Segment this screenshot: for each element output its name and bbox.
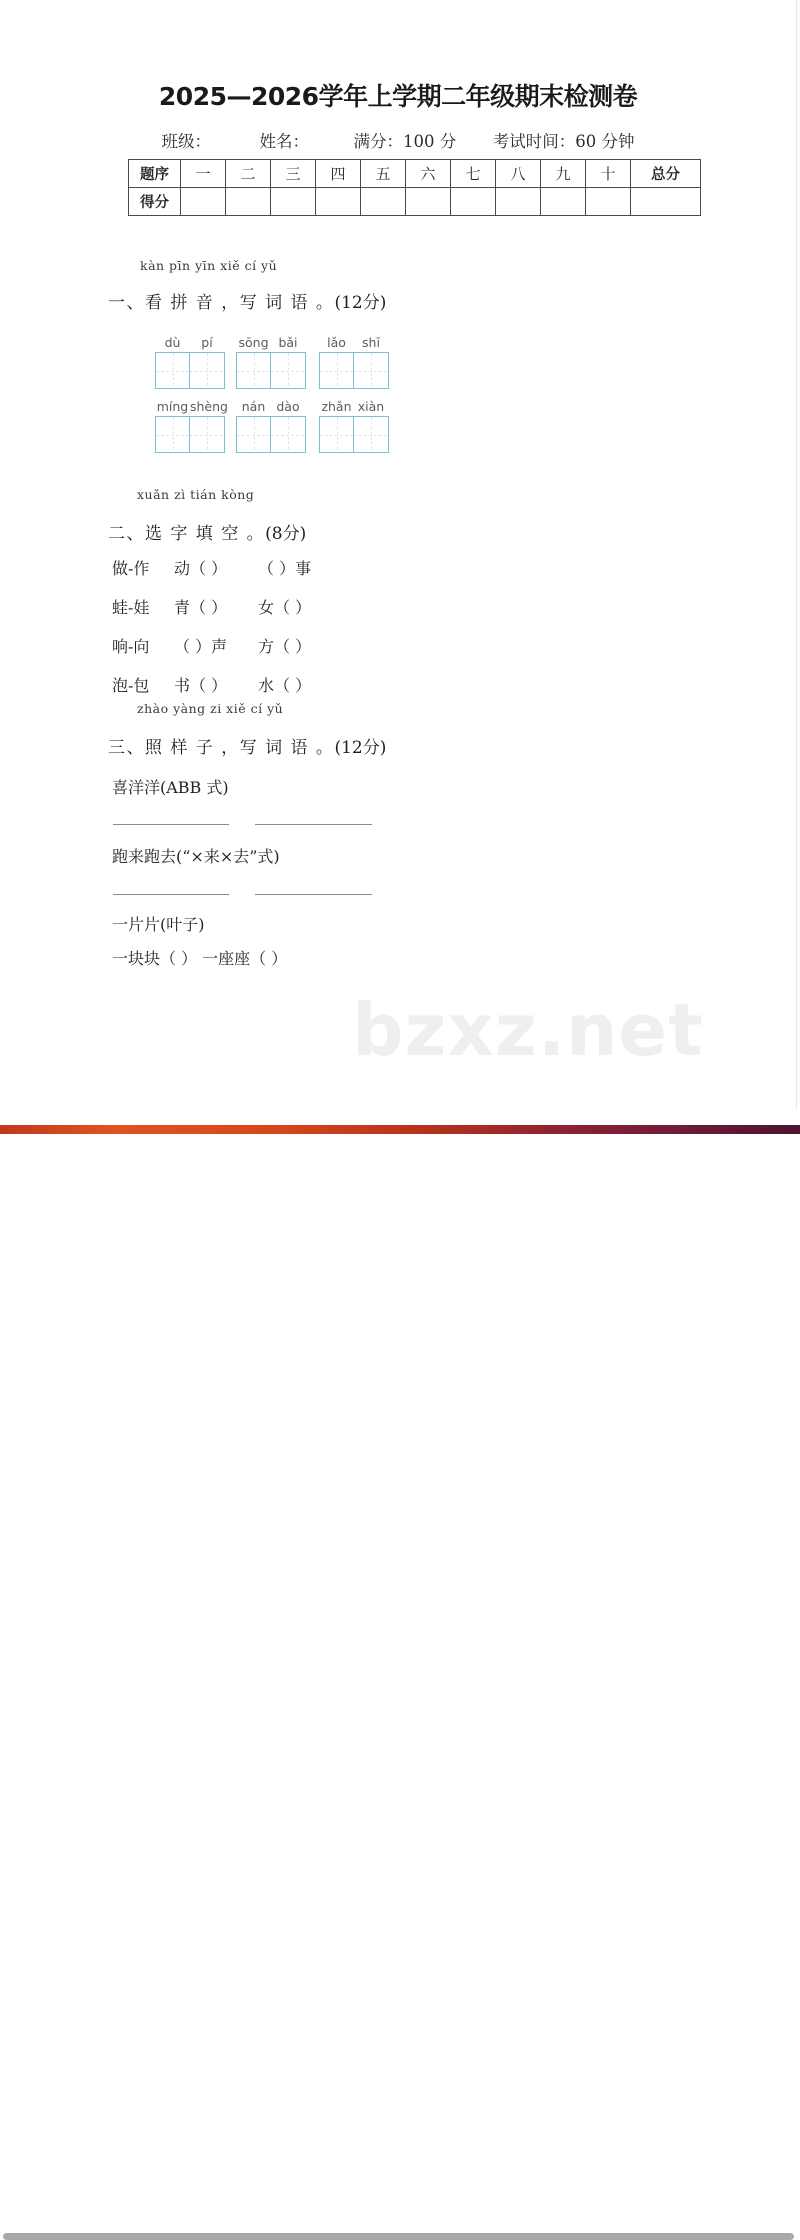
pinyin-label: pí xyxy=(201,335,213,350)
student-name-label: 姓名： xyxy=(259,132,309,151)
blank-slot[interactable]: 青（ ） xyxy=(174,598,228,617)
score-entry-cell[interactable] xyxy=(451,188,496,216)
word-pattern-example: 喜洋洋(ABB 式) xyxy=(112,778,229,797)
bottom-color-strip xyxy=(0,1125,800,1134)
pinyin-label: xiàn xyxy=(357,399,385,414)
pinyin-label: shī xyxy=(362,335,380,350)
tianzige-cell[interactable] xyxy=(271,399,306,453)
score-entry-cell[interactable] xyxy=(541,188,586,216)
full-score-label: 满分：100 分 xyxy=(353,132,457,151)
tianzige-cell[interactable] xyxy=(236,399,271,453)
answer-blank-line[interactable] xyxy=(255,894,372,895)
exam-duration-label: 考试时间：60 分钟 xyxy=(492,132,635,151)
fill-blank-row[interactable] xyxy=(112,634,311,657)
question-number-cell: 七 xyxy=(451,160,496,188)
pinyin-label: bǎi xyxy=(278,335,298,350)
horizontal-scrollbar-thumb[interactable] xyxy=(3,2233,794,2240)
row-header-score: 得分 xyxy=(129,188,181,216)
total-score-header: 总分 xyxy=(631,160,701,188)
section-3-title-text: 三、照 样 子 ，写 词 语 。 xyxy=(108,738,335,758)
section-2-title-text: 二、选 字 填 空 。 xyxy=(108,524,266,544)
tianzige-group[interactable] xyxy=(236,399,306,453)
exam-info-line xyxy=(0,128,796,152)
total-score-entry-cell[interactable] xyxy=(631,188,701,216)
question-number-cell: 五 xyxy=(361,160,406,188)
score-entry-cell[interactable] xyxy=(316,188,361,216)
word-pattern-example: 跑来跑去(“×来×去”式) xyxy=(112,847,280,866)
section-1-title-text: 一、看 拼 音 ，写 词 语 。 xyxy=(108,293,335,313)
section-2-title xyxy=(108,519,306,544)
char-pair: 做-作 xyxy=(112,559,150,578)
tianzige-cell[interactable] xyxy=(319,399,354,453)
exam-paper-page xyxy=(0,0,797,1110)
score-entry-cell[interactable] xyxy=(271,188,316,216)
score-entry-cell[interactable] xyxy=(586,188,631,216)
score-entry-cell[interactable] xyxy=(361,188,406,216)
char-pair: 响-向 xyxy=(112,637,150,656)
tianzige-cell[interactable] xyxy=(354,399,389,453)
char-pair: 泡-包 xyxy=(112,676,150,695)
section-3-points: (12分) xyxy=(334,738,387,758)
score-entry-cell[interactable] xyxy=(496,188,541,216)
blank-slot[interactable]: 女（ ） xyxy=(258,598,312,617)
page-title: 2025—2026学年上学期二年级期末检测卷 xyxy=(158,82,638,111)
pinyin-label: sōng xyxy=(238,335,269,350)
section-2-points: (8分) xyxy=(265,524,307,544)
blank-slot[interactable]: 水（ ） xyxy=(258,676,312,695)
tianzige-cell[interactable] xyxy=(354,335,389,389)
section-3-title xyxy=(108,733,386,758)
pinyin-label: míng xyxy=(156,399,189,414)
tianzige-cell[interactable] xyxy=(190,335,225,389)
tianzige-group[interactable] xyxy=(236,335,306,389)
blank-slot[interactable]: 动（ ） xyxy=(174,559,228,578)
tianzige-group[interactable] xyxy=(155,399,228,453)
tianzige-group[interactable] xyxy=(319,399,389,453)
pinyin-label: lǎo xyxy=(327,335,346,350)
score-entry-cell[interactable] xyxy=(181,188,226,216)
question-number-cell: 九 xyxy=(541,160,586,188)
answer-blank-line[interactable] xyxy=(113,894,229,895)
answer-blank-line[interactable] xyxy=(255,824,372,825)
class-label: 班级： xyxy=(161,132,211,151)
score-table xyxy=(128,159,701,216)
tianzige-cell[interactable] xyxy=(319,335,354,389)
fill-blank-row[interactable] xyxy=(112,595,311,618)
table-row-scores xyxy=(129,188,701,216)
question-number-cell: 三 xyxy=(271,160,316,188)
char-pair: 蛙-娃 xyxy=(112,598,150,617)
pinyin-label: shèng xyxy=(190,399,228,414)
question-number-cell: 六 xyxy=(406,160,451,188)
tianzige-cell[interactable] xyxy=(236,335,271,389)
section-1-pinyin: kàn pīn yīn xiě cí yǔ xyxy=(140,258,278,273)
question-number-cell: 四 xyxy=(316,160,361,188)
question-number-cell: 八 xyxy=(496,160,541,188)
blank-slot[interactable]: 书（ ） xyxy=(174,676,228,695)
blank-slot[interactable]: 方（ ） xyxy=(258,637,312,656)
tianzige-cell[interactable] xyxy=(190,399,228,453)
section-2-pinyin: xuǎn zì tián kòng xyxy=(137,487,255,502)
table-row-question-numbers xyxy=(129,160,701,188)
score-entry-cell[interactable] xyxy=(406,188,451,216)
blank-slot[interactable]: （ ）事 xyxy=(258,559,312,578)
tianzige-group[interactable] xyxy=(155,335,225,389)
horizontal-scrollbar-track[interactable] xyxy=(0,1116,800,1125)
pinyin-label: dù xyxy=(164,335,181,350)
pinyin-label: nán xyxy=(241,399,266,414)
question-number-cell: 一 xyxy=(181,160,226,188)
tianzige-group[interactable] xyxy=(319,335,389,389)
pinyin-label: zhǎn xyxy=(321,399,352,414)
answer-blank-line[interactable] xyxy=(113,824,229,825)
word-pattern-answer-row[interactable]: 一块块（ ） 一座座（ ） xyxy=(112,949,288,968)
word-pattern-example: 一片片(叶子) xyxy=(112,915,205,934)
tianzige-cell[interactable] xyxy=(155,399,190,453)
tianzige-cell[interactable] xyxy=(155,335,190,389)
fill-blank-row[interactable] xyxy=(112,673,311,696)
section-3-pinyin: zhào yàng zi xiě cí yǔ xyxy=(137,701,284,716)
pinyin-label: dào xyxy=(276,399,300,414)
fill-blank-row[interactable] xyxy=(112,556,311,579)
row-header-question-order: 题序 xyxy=(129,160,181,188)
score-entry-cell[interactable] xyxy=(226,188,271,216)
blank-slot[interactable]: （ ）声 xyxy=(174,637,228,656)
tianzige-cell[interactable] xyxy=(271,335,306,389)
section-1-title xyxy=(108,288,386,313)
question-number-cell: 十 xyxy=(586,160,631,188)
site-watermark: bzxz.net xyxy=(352,988,704,1072)
question-number-cell: 二 xyxy=(226,160,271,188)
section-1-points: (12分) xyxy=(334,293,387,313)
